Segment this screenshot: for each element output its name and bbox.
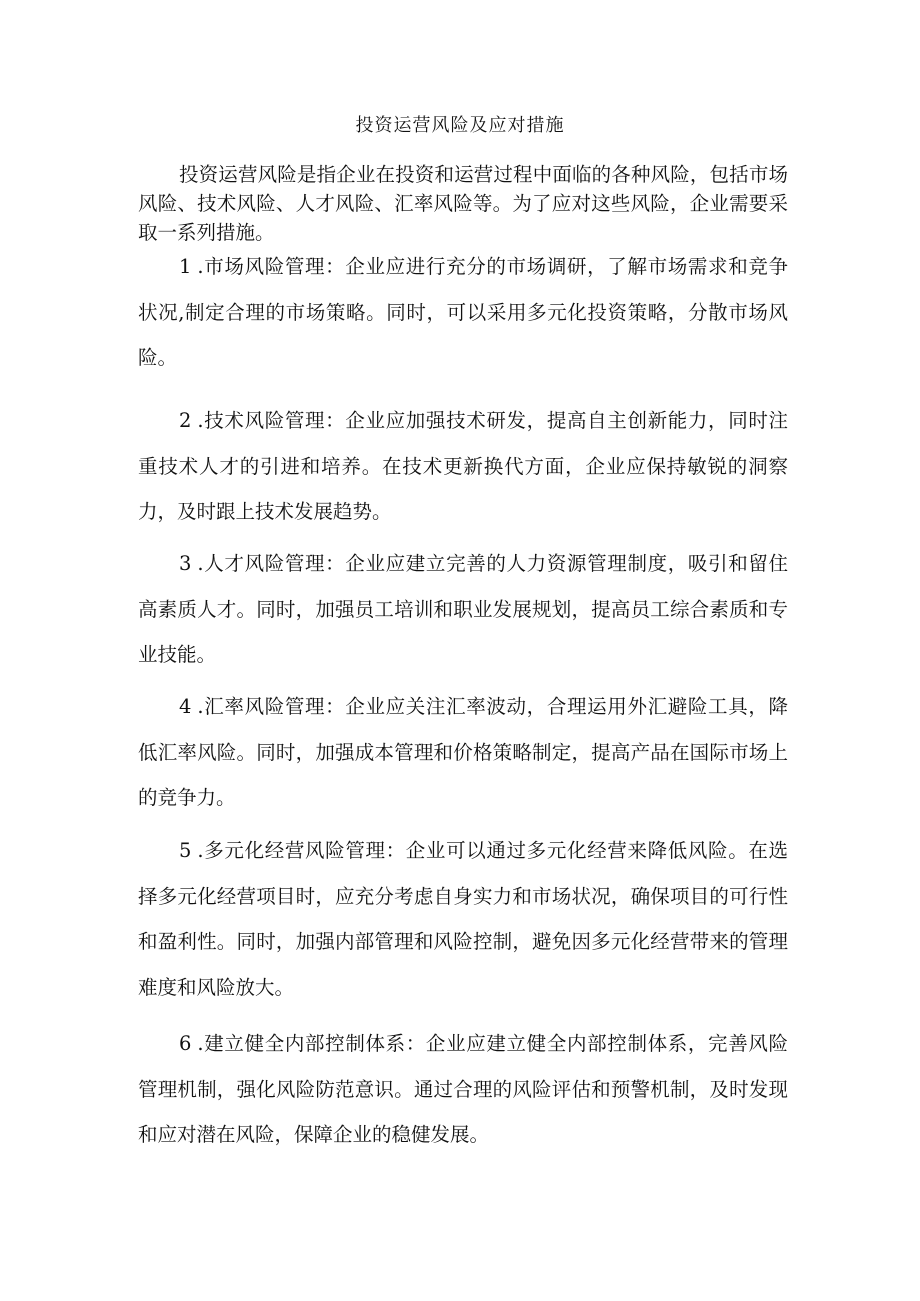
list-item-2 (138, 398, 788, 535)
list-item-number: 2 (179, 409, 192, 432)
list-item-6 (138, 1021, 788, 1158)
list-item-text: .多元化经营风险管理：企业可以通过多元化经营来降低风险。在选择多元化经营项目时，应充分考虑自身实力和市场状况，确保项目的可行性和盈利性。同时，加强内部管理和风险控制，避免因多元化经营带来的管理难度和风险放大。 (138, 839, 788, 999)
list-item-3 (138, 541, 788, 678)
list-item-number: 6 (179, 1032, 192, 1055)
list-item-4 (138, 684, 788, 821)
list-item-text: .汇率风险管理：企业应关注汇率波动，合理运用外汇避险工具，降低汇率风险。同时，加强成本管理和价格策略制定，提高产品在国际市场上的竞争力。 (138, 695, 788, 809)
intro-paragraph: 投资运营风险是指企业在投资和运营过程中面临的各种风险，包括市场风险、技术风险、人才风险、汇率风险等。为了应对这些风险，企业需要采取一系列措施。 (138, 163, 788, 244)
document-title: 投资运营风险及应对措施 (355, 115, 565, 136)
list-item-text: .市场风险管理：企业应进行充分的市场调研，了解市场需求和竞争状况,制定合理的市场策略。同时，可以采用多元化投资策略，分散市场风险。 (138, 255, 788, 369)
list-item-text: .技术风险管理：企业应加强技术研发，提高自主创新能力，同时注重技术人才的引进和培养。在技术更新换代方面，企业应保持敏锐的洞察力，及时跟上技术发展趋势。 (138, 409, 788, 523)
list-item-text: .人才风险管理：企业应建立完善的人力资源管理制度，吸引和留住高素质人才。同时，加强员工培训和职业发展规划，提高员工综合素质和专业技能。 (138, 552, 788, 666)
list-item-number: 5 (179, 839, 192, 862)
list-item-number: 1 (179, 255, 192, 278)
list-item-5 (138, 828, 788, 1010)
list-item-number: 4 (179, 695, 192, 718)
list-item-1 (138, 244, 788, 381)
list-item-text: .建立健全内部控制体系：企业应建立健全内部控制体系，完善风险管理机制，强化风险防范意识。通过合理的风险评估和预警机制，及时发现和应对潜在风险，保障企业的稳健发展。 (138, 1032, 788, 1146)
list-item-number: 3 (179, 552, 192, 575)
